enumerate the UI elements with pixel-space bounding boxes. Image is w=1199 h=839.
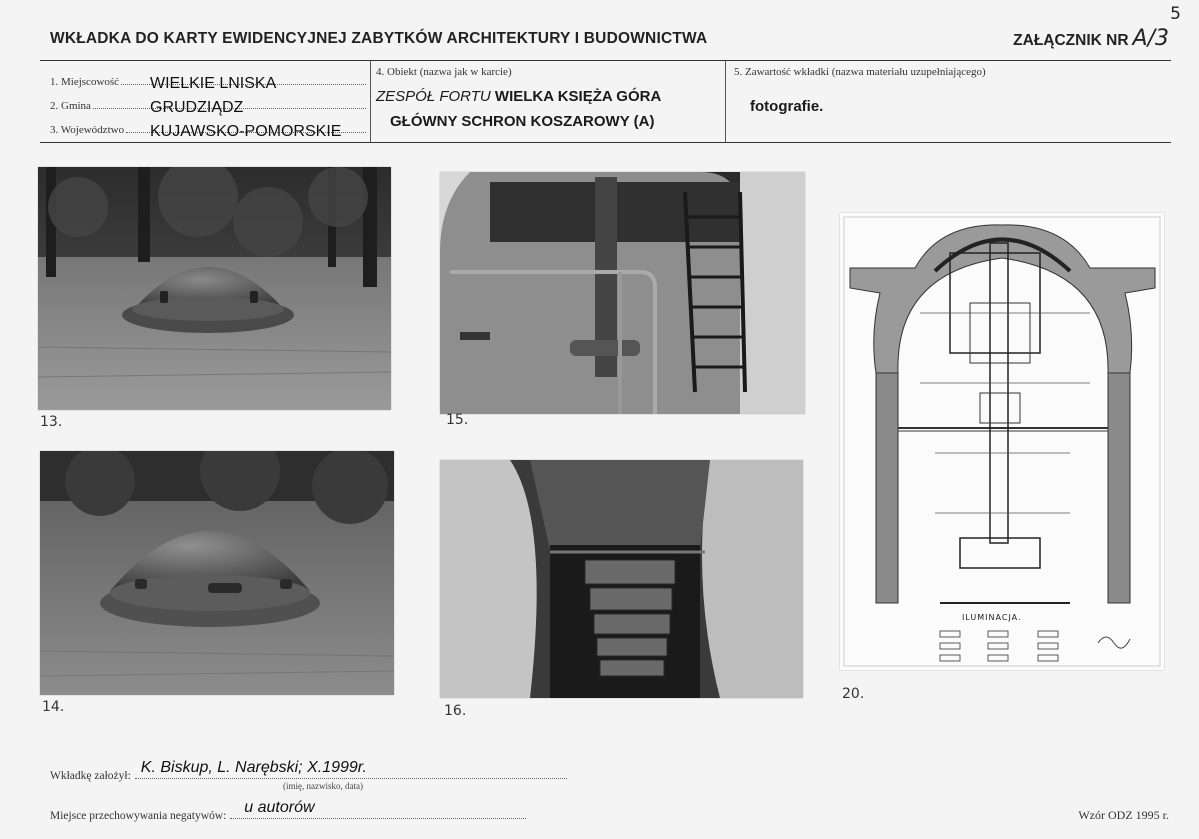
location-fields (50, 72, 368, 144)
photo-15-caption: 15. (446, 412, 469, 428)
column-divider-1 (370, 61, 371, 142)
object-line-2: GŁÓWNY SCHRON KOSZAROWY (A) (390, 113, 655, 130)
footer-storage (50, 799, 526, 822)
annex-label: ZAŁĄCZNIK NR (1013, 32, 1129, 49)
column-divider-2 (725, 61, 726, 142)
field-label: 1. Miejscowość (50, 76, 120, 88)
photo-15 (440, 172, 805, 414)
founder-value: K. Biskup, L. Narębski; X.1999r. (140, 759, 367, 776)
founder-dots (135, 759, 567, 779)
field-value: WIELKIE LNISKA (150, 75, 277, 92)
founder-sublabel: (imię, nazwisko, data) (283, 781, 363, 791)
photo-16-image (440, 460, 803, 698)
photo-15-image (440, 172, 805, 414)
object-line-1 (376, 88, 716, 105)
field-value: KUJAWSKO-POMORSKIE (150, 123, 342, 140)
object-label: 4. Obiekt (nazwa jak w karcie) (376, 66, 512, 78)
page-number: 5 (1170, 4, 1181, 24)
photo-13-image (38, 167, 391, 410)
photo-20-technical-drawing (840, 213, 1164, 670)
object-field (376, 66, 716, 130)
drawing-image (840, 213, 1164, 670)
field-label: 2. Gmina (50, 100, 91, 112)
field-value: GRUDZIĄDZ (150, 99, 244, 116)
storage-label: Miejsce przechowywania negatywów: (50, 810, 227, 822)
header-rule-top (40, 60, 1171, 61)
photo-13-caption: 13. (40, 414, 63, 430)
footer-founder (50, 759, 567, 782)
photo-16-caption: 16. (444, 703, 467, 719)
drawing-legend-title: ILUMINACJA. (962, 613, 1022, 622)
document-title: WKŁADKA DO KARTY EWIDENCYJNEJ ZABYTKÓW ARCHITEKTURY I BUDOWNICTWA (50, 30, 708, 47)
storage-dots (230, 799, 526, 819)
contents-value: fotografie. (750, 98, 824, 115)
annex-value: A/3 (1132, 26, 1169, 51)
contents-field (734, 66, 1164, 115)
photo-13 (38, 167, 391, 410)
annex-number (1013, 26, 1169, 51)
storage-value: u autorów (244, 799, 315, 816)
object-fort-name: WIELKA KSIĘŻA GÓRA (494, 88, 662, 105)
field-label: 3. Województwo (50, 124, 125, 136)
photo-14-image (40, 451, 394, 695)
field-gmina (50, 96, 368, 120)
object-complex: ZESPÓŁ FORTU (376, 88, 491, 105)
photo-20-caption: 20. (842, 686, 865, 702)
template-label: Wzór ODZ 1995 r. (1078, 808, 1169, 822)
photo-14-caption: 14. (42, 699, 65, 715)
photo-14 (40, 451, 394, 695)
field-miejscowosc (50, 72, 368, 96)
field-wojewodztwo (50, 120, 368, 144)
photo-16 (440, 460, 803, 698)
contents-label: 5. Zawartość wkładki (nazwa materiału uzupełniającego) (734, 66, 986, 78)
founder-label: Wkładkę założył: (50, 770, 131, 782)
